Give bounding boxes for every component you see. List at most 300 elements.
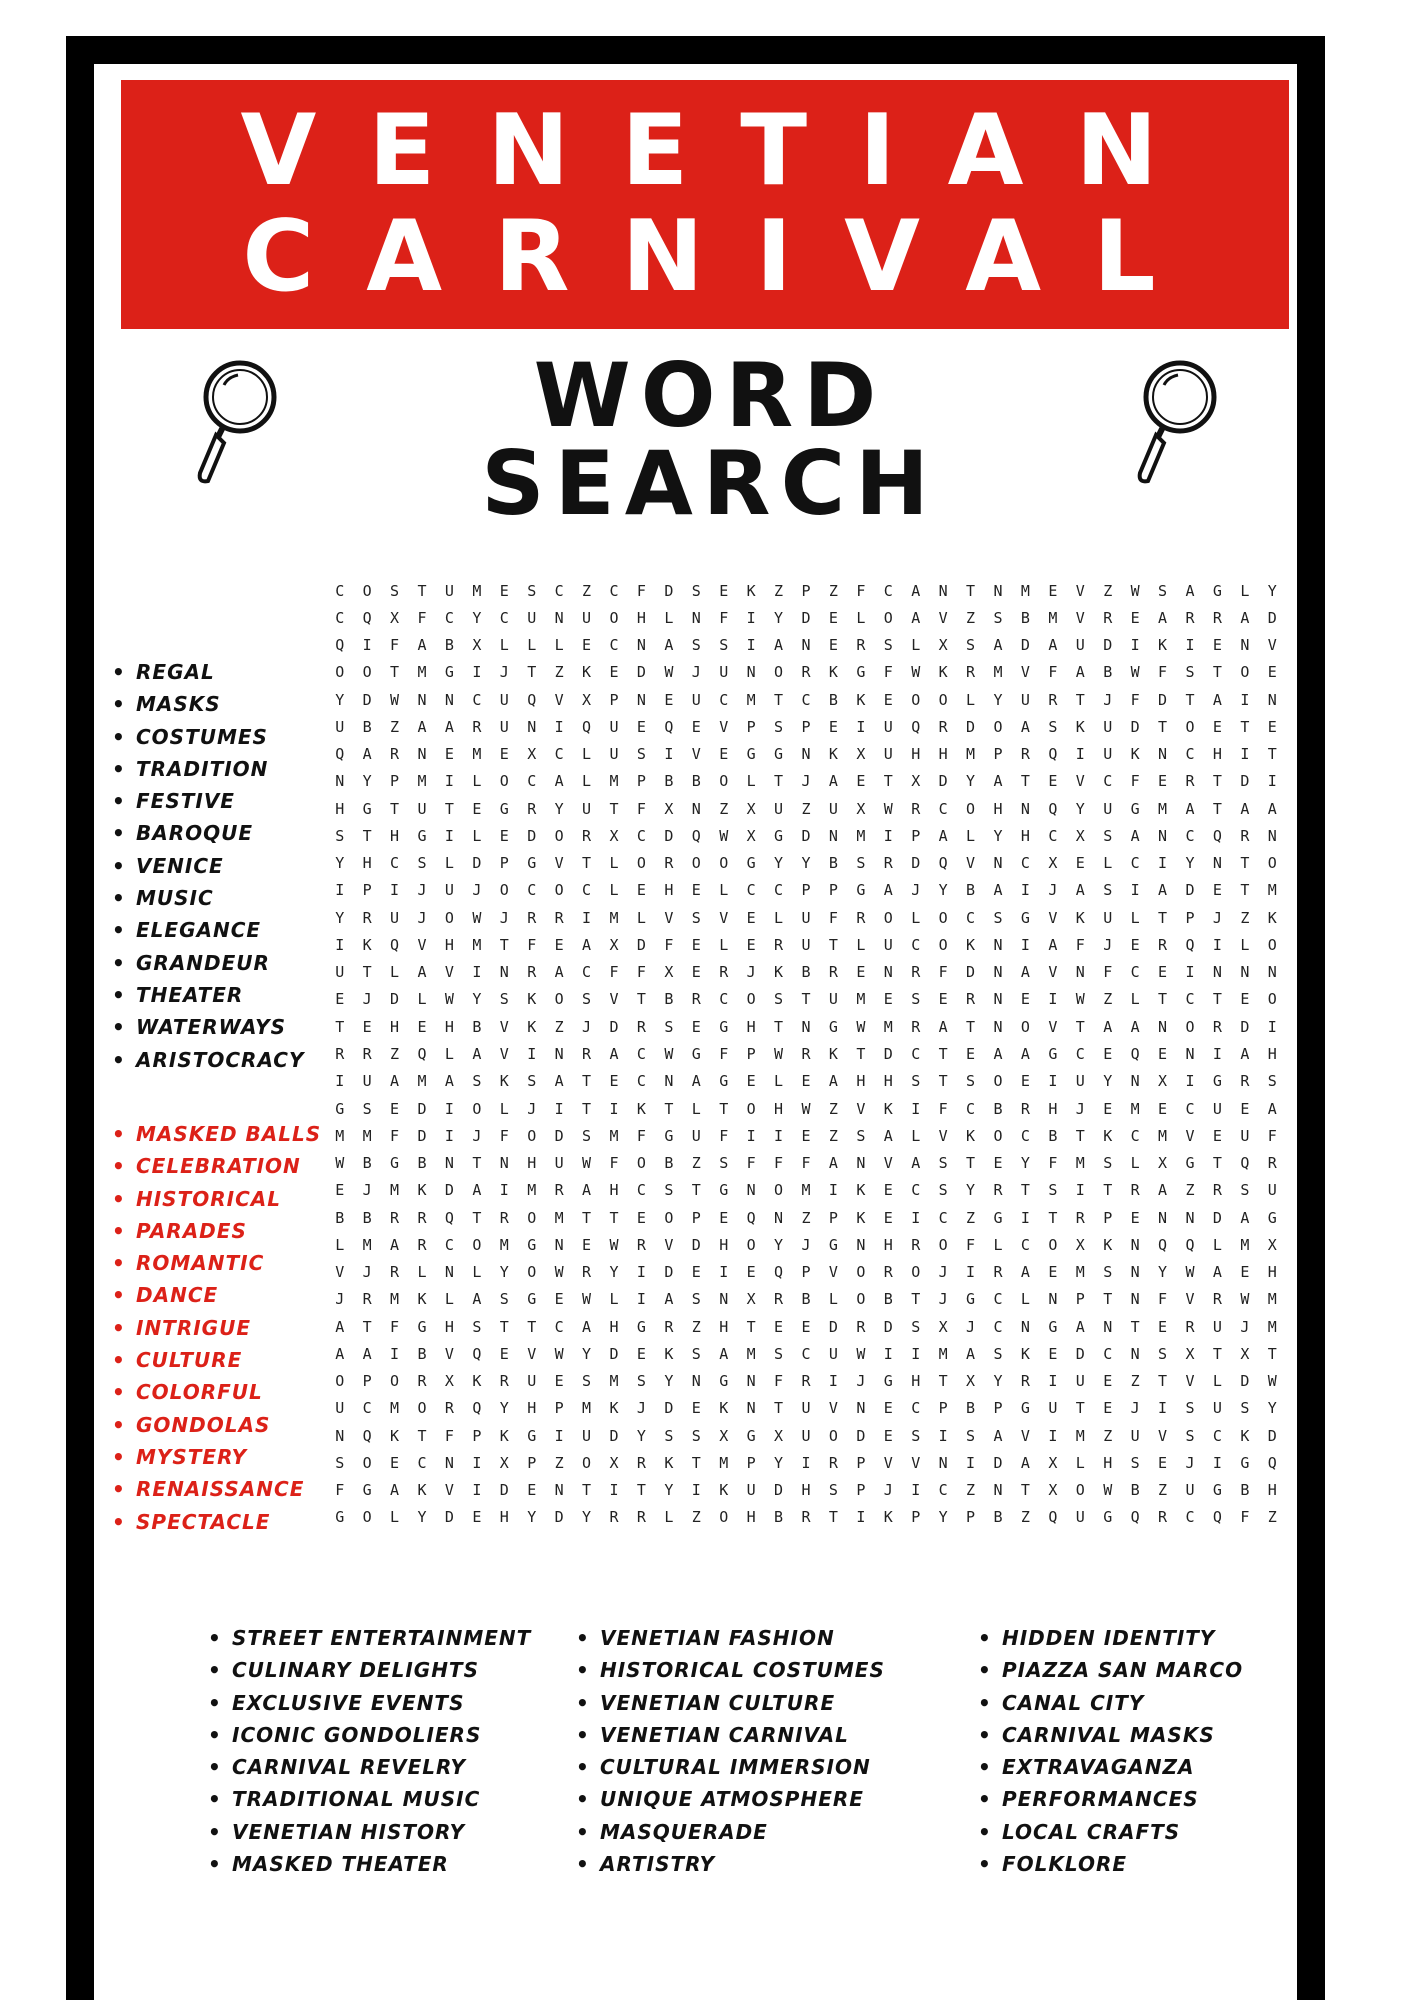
grid-letter: M [856,826,866,845]
grid-letter: I [472,963,482,982]
word-item: • DANCE [110,1279,321,1311]
grid-letter: C [911,1181,921,1200]
grid-letter: G [664,1126,674,1145]
grid-letter: Q [1130,1508,1140,1527]
grid-letter: K [1130,745,1140,764]
grid-letter: I [911,1099,921,1118]
grid-letter: T [1048,1208,1058,1227]
grid-letter: G [966,1290,976,1309]
grid-letter: D [774,1481,784,1500]
grid-letter: J [883,1481,893,1500]
grid-letter: C [1020,1126,1030,1145]
grid-letter: E [1020,990,1030,1009]
grid-letter: W [472,908,482,927]
grid-letter: O [911,1263,921,1282]
grid-letter: P [966,1508,976,1527]
grid-letter: E [993,1154,1003,1173]
word-item: • MYSTERY [110,1441,321,1473]
grid-letter: L [1103,854,1113,873]
grid-letter: Q [472,1399,482,1418]
grid-letter: I [856,717,866,736]
word-item: • CARNIVAL MASKS [976,1719,1243,1751]
grid-letter: S [1240,1181,1250,1200]
grid-letter: U [1240,1126,1250,1145]
grid-letter: L [1240,935,1250,954]
grid-letter: P [691,1208,701,1227]
grid-letter: L [1212,1372,1222,1391]
grid-letter: H [390,826,400,845]
grid-letter: B [362,1154,372,1173]
grid-letter: J [527,1099,537,1118]
grid-letter: I [527,1044,537,1063]
grid-letter: S [993,908,1003,927]
grid-letter: I [444,772,454,791]
grid-letter: A [938,826,948,845]
word-item: • MASKED BALLS [110,1118,321,1150]
grid-letter: G [417,1317,427,1336]
grid-letter: Y [1267,581,1277,600]
grid-letter: O [472,1099,482,1118]
grid-letter: H [1267,1044,1277,1063]
grid-letter: E [691,881,701,900]
grid-letter: I [938,1426,948,1445]
grid-letter: U [828,799,838,818]
grid-letter: Y [335,854,345,873]
grid-letter: D [1212,1208,1222,1227]
grid-letter: Z [554,1017,564,1036]
grid-letter: A [1048,935,1058,954]
grid-letter: I [719,1263,729,1282]
grid-letter: S [883,636,893,655]
grid-letter: D [1020,636,1030,655]
grid-letter: A [335,1344,345,1363]
word-item: • ELEGANCE [110,914,304,946]
word-item: • SPECTACLE [110,1506,321,1538]
grid-letter: E [719,581,729,600]
grid-letter: M [1075,1263,1085,1282]
grid-letter: N [856,1235,866,1254]
grid-letter: G [719,1372,729,1391]
bottom-word-column-1 [206,1622,531,1880]
grid-letter: Y [664,1481,674,1500]
grid-letter: V [1267,636,1277,655]
grid-letter: A [1075,1317,1085,1336]
grid-letter: E [746,1072,756,1091]
grid-letter: W [335,1154,345,1173]
grid-letter: R [527,799,537,818]
grid-letter: R [527,908,537,927]
grid-letter: N [554,1481,564,1500]
grid-letter: R [911,799,921,818]
grid-letter: E [801,1126,811,1145]
word-item: • VENETIAN HISTORY [206,1816,531,1848]
grid-letter: W [856,1017,866,1036]
grid-letter: O [362,1453,372,1472]
grid-letter: A [1185,581,1195,600]
grid-letter: Y [335,690,345,709]
grid-letter: U [499,690,509,709]
grid-letter: Z [828,581,838,600]
grid-letter: S [911,1317,921,1336]
grid-letter: W [390,690,400,709]
grid-letter: I [1185,636,1195,655]
grid-letter: V [609,990,619,1009]
grid-letter: I [472,663,482,682]
grid-letter: N [1158,745,1168,764]
grid-letter: A [362,745,372,764]
grid-letter: E [1130,1208,1140,1227]
grid-letter: N [1267,963,1277,982]
grid-letter: V [856,1099,866,1118]
grid-letter: P [746,1453,756,1472]
grid-letter: V [527,1344,537,1363]
grid-letter: I [664,745,674,764]
grid-letter: Y [582,1344,592,1363]
grid-letter: P [911,1508,921,1527]
grid-letter: P [993,1399,1003,1418]
grid-letter: G [828,1017,838,1036]
grid-letter: Q [390,935,400,954]
grid-letter: B [664,772,674,791]
grid-letter: T [582,854,592,873]
grid-letter: R [828,1453,838,1472]
grid-letter: A [582,935,592,954]
grid-letter: E [856,963,866,982]
grid-letter: I [609,1481,619,1500]
grid-letter: O [1185,717,1195,736]
grid-letter: K [828,1044,838,1063]
grid-letter: I [1212,935,1222,954]
grid-letter: T [1075,690,1085,709]
grid-letter: L [444,854,454,873]
grid-letter: A [1020,963,1030,982]
grid-letter: C [554,745,564,764]
grid-letter: T [883,772,893,791]
grid-letter: V [966,854,976,873]
grid-letter: O [1267,854,1277,873]
grid-letter: D [966,963,976,982]
grid-letter: A [1130,826,1140,845]
grid-letter: L [828,1290,838,1309]
grid-letter: J [499,663,509,682]
grid-letter: E [719,1208,729,1227]
grid-letter: F [966,1235,976,1254]
grid-letter: T [1158,908,1168,927]
grid-letter: D [499,1481,509,1500]
word-item: • WATERWAYS [110,1011,304,1043]
word-item: • TRADITION [110,753,304,785]
grid-letter: C [1130,1126,1140,1145]
grid-letter: D [966,717,976,736]
grid-letter: L [582,772,592,791]
grid-letter: N [691,1372,701,1391]
grid-letter: O [582,1453,592,1472]
grid-letter: N [1130,1072,1140,1091]
grid-letter: I [856,1508,866,1527]
grid-letter: A [554,772,564,791]
grid-letter: Y [527,1508,537,1527]
grid-letter: I [472,1481,482,1500]
grid-letter: I [966,1263,976,1282]
grid-letter: O [938,1235,948,1254]
grid-letter: U [719,663,729,682]
grid-letter: A [1240,1044,1250,1063]
grid-letter: N [664,1072,674,1091]
grid-letter: T [1212,799,1222,818]
grid-letter: D [801,826,811,845]
grid-letter: N [1212,963,1222,982]
grid-letter: W [856,1344,866,1363]
grid-letter: T [1075,1017,1085,1036]
grid-letter: A [993,772,1003,791]
grid-letter: R [636,1017,646,1036]
grid-letter: E [335,1181,345,1200]
grid-letter: L [417,990,427,1009]
grid-letter: M [1240,1235,1250,1254]
grid-letter: L [609,854,619,873]
grid-letter: I [444,826,454,845]
grid-letter: D [1130,717,1140,736]
grid-letter: S [1130,1453,1140,1472]
grid-letter: O [362,1508,372,1527]
grid-letter: T [417,581,427,600]
grid-letter: M [417,772,427,791]
grid-letter: F [1048,1154,1058,1173]
grid-letter: Z [1267,1508,1277,1527]
word-item: • RENAISSANCE [110,1473,321,1505]
grid-letter: B [335,1208,345,1227]
grid-letter: C [1048,826,1058,845]
grid-letter: O [938,908,948,927]
grid-letter: A [1212,1263,1222,1282]
grid-letter: V [883,1453,893,1472]
grid-letter: R [1020,1099,1030,1118]
grid-letter: W [1267,1372,1277,1391]
grid-letter: S [966,636,976,655]
grid-letter: M [499,1235,509,1254]
grid-letter: I [582,908,592,927]
grid-letter: A [911,1154,921,1173]
grid-letter: A [1075,881,1085,900]
grid-letter: N [444,1154,454,1173]
grid-letter: I [1048,1372,1058,1391]
grid-letter: Q [746,1208,756,1227]
grid-letter: N [993,963,1003,982]
grid-letter: L [856,608,866,627]
grid-letter: J [746,963,756,982]
grid-letter: A [993,1044,1003,1063]
grid-letter: B [691,772,701,791]
word-item: • FOLKLORE [976,1848,1243,1880]
grid-letter: Q [1240,1154,1250,1173]
grid-letter: I [554,1099,564,1118]
grid-letter: C [582,881,592,900]
grid-letter: J [856,1372,866,1391]
grid-letter: C [801,1344,811,1363]
grid-letter: Z [390,1044,400,1063]
grid-letter: P [801,881,811,900]
grid-letter: C [801,690,811,709]
grid-letter: X [1075,1235,1085,1254]
grid-letter: O [362,581,372,600]
grid-letter: R [801,1372,811,1391]
grid-letter: M [335,1126,345,1145]
grid-letter: R [856,908,866,927]
grid-letter: U [609,745,619,764]
grid-letter: F [774,1154,784,1173]
grid-letter: S [636,745,646,764]
grid-letter: C [444,608,454,627]
grid-letter: H [609,1181,619,1200]
grid-letter: K [1240,1426,1250,1445]
grid-letter: I [1048,1072,1058,1091]
grid-letter: R [444,1399,454,1418]
word-item: • HISTORICAL COSTUMES [574,1654,885,1686]
grid-letter: I [636,1263,646,1282]
grid-letter: A [883,881,893,900]
grid-letter: A [417,717,427,736]
grid-letter: Q [938,854,948,873]
grid-letter: O [774,1181,784,1200]
grid-letter: C [582,963,592,982]
grid-letter: T [856,1044,866,1063]
grid-letter: G [527,1235,537,1254]
grid-letter: E [499,581,509,600]
grid-letter: K [417,1481,427,1500]
grid-letter: C [993,1317,1003,1336]
grid-letter: S [911,990,921,1009]
grid-letter: D [527,826,537,845]
grid-letter: I [362,636,372,655]
grid-letter: I [911,1344,921,1363]
grid-letter: D [609,1426,619,1445]
grid-letter: K [719,1481,729,1500]
grid-letter: N [719,1290,729,1309]
grid-letter: F [938,1099,948,1118]
grid-letter: F [1048,663,1058,682]
grid-letter: M [719,1453,729,1472]
grid-letter: Q [1130,1044,1140,1063]
grid-letter: B [1020,608,1030,627]
grid-letter: X [719,1426,729,1445]
grid-letter: S [911,1426,921,1445]
grid-letter: U [1267,1181,1277,1200]
grid-letter: L [966,826,976,845]
grid-letter: N [883,963,893,982]
word-item: • ARTISTRY [574,1848,885,1880]
grid-letter: D [856,1426,866,1445]
grid-letter: Y [335,908,345,927]
grid-letter: U [746,1481,756,1500]
grid-letter: E [554,1290,564,1309]
grid-letter: O [664,1208,674,1227]
grid-letter: L [856,935,866,954]
grid-letter: S [966,1426,976,1445]
grid-letter: C [527,772,537,791]
grid-letter: P [390,772,400,791]
word-item: • REGAL [110,656,304,688]
grid-letter: I [1212,1044,1222,1063]
grid-letter: K [1103,1235,1113,1254]
grid-letter: S [1240,1399,1250,1418]
grid-letter: F [883,663,893,682]
grid-letter: M [472,745,482,764]
grid-letter: M [609,908,619,927]
grid-letter: D [636,663,646,682]
grid-letter: A [390,1481,400,1500]
grid-letter: O [966,799,976,818]
grid-letter: E [472,799,482,818]
grid-letter: Z [966,1481,976,1500]
grid-letter: M [966,745,976,764]
grid-letter: R [856,636,866,655]
grid-letter: Q [1048,799,1058,818]
grid-letter: C [911,1399,921,1418]
grid-letter: C [472,690,482,709]
grid-letter: S [664,1426,674,1445]
grid-letter: G [856,881,866,900]
grid-letter: N [499,963,509,982]
grid-letter: L [390,963,400,982]
grid-letter: I [1048,990,1058,1009]
grid-letter: E [883,1426,893,1445]
grid-letter: O [719,854,729,873]
grid-letter: T [582,1099,592,1118]
grid-letter: W [1130,663,1140,682]
grid-letter: S [472,1317,482,1336]
grid-letter: I [444,1126,454,1145]
grid-letter: K [966,1126,976,1145]
grid-letter: B [664,1154,674,1173]
grid-letter: E [499,1344,509,1363]
grid-letter: J [1103,690,1113,709]
grid-letter: T [1130,1317,1140,1336]
grid-letter: X [938,636,948,655]
grid-letter: T [335,1017,345,1036]
grid-letter: B [993,1099,1003,1118]
grid-letter: E [417,1017,427,1036]
grid-letter: G [417,826,427,845]
grid-letter: B [1240,1481,1250,1500]
grid-letter: H [801,1481,811,1500]
grid-letter: E [1212,1126,1222,1145]
grid-letter: T [774,1017,784,1036]
grid-letter: S [499,990,509,1009]
grid-letter: L [911,636,921,655]
grid-letter: M [801,1181,811,1200]
grid-letter: Y [993,826,1003,845]
grid-letter: T [966,1017,976,1036]
grid-letter: S [390,581,400,600]
grid-letter: M [390,1181,400,1200]
grid-letter: T [609,799,619,818]
grid-letter: E [883,1399,893,1418]
grid-letter: R [993,1263,1003,1282]
grid-letter: U [883,717,893,736]
grid-letter: O [746,1235,756,1254]
grid-letter: R [554,1181,564,1200]
grid-letter: K [774,963,784,982]
grid-letter: Z [1185,1181,1195,1200]
grid-letter: W [609,1235,619,1254]
grid-letter: A [1020,1044,1030,1063]
grid-letter: K [636,1099,646,1118]
grid-letter: S [1267,1072,1277,1091]
grid-letter: K [746,581,756,600]
grid-letter: E [691,935,701,954]
grid-letter: G [993,1208,1003,1227]
grid-letter: S [828,1481,838,1500]
